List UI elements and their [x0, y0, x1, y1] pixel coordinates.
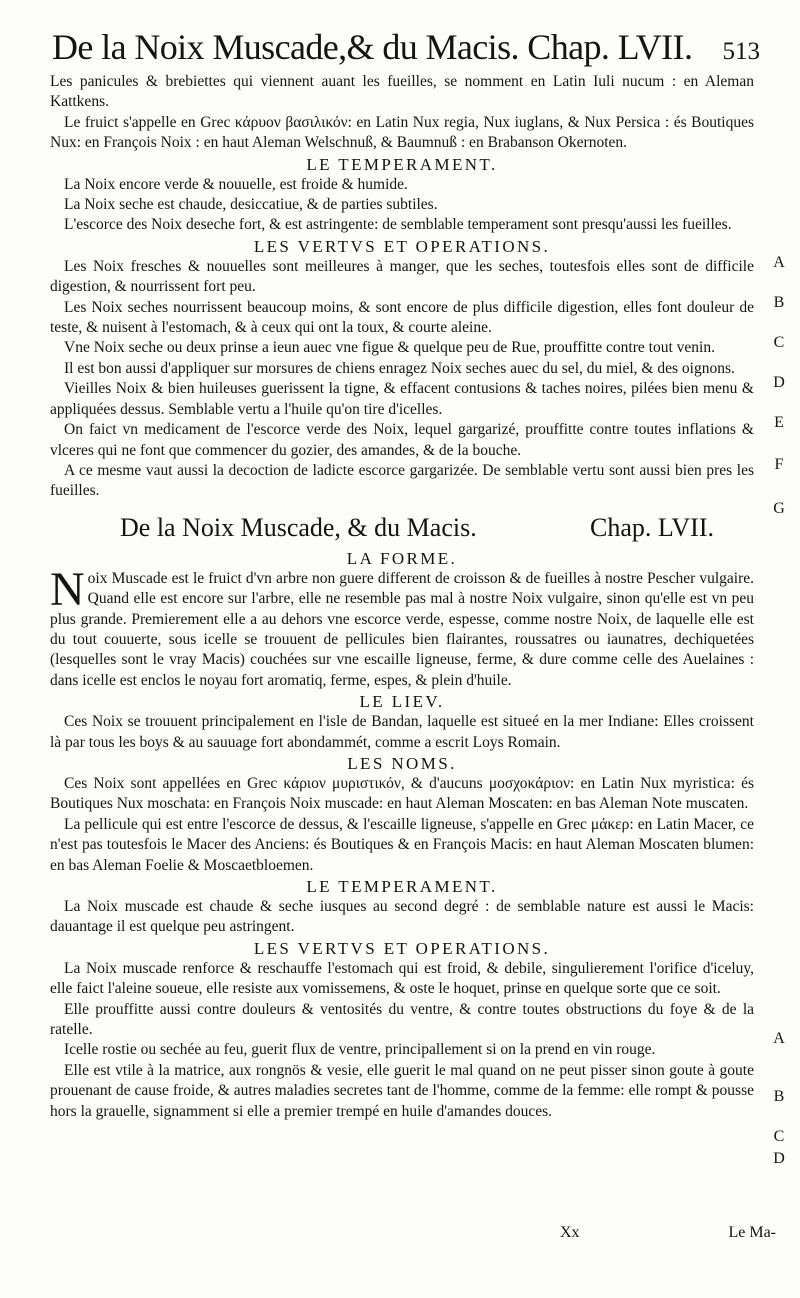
margin-letter: G	[773, 500, 785, 517]
margin-letter: B	[773, 294, 785, 311]
running-head-title: De la Noix Muscade,& du Macis. Chap. LVII.	[52, 27, 693, 67]
page-number: 513	[722, 38, 760, 65]
margin-letter: D	[773, 1150, 785, 1167]
margin-letter: B	[773, 1088, 785, 1105]
paragraph: Ces Noix se trouuent principalement en l'isle de Bandan, laquelle est situeé en la mer Indiane: Elles croissent là par tous les boys & au sauuage fort abondammét, comme a escrit Loys Romain.	[50, 713, 754, 751]
section-heading-lieu: LE LIEV.	[359, 692, 445, 712]
section-heading-forme: LA FORME.	[346, 548, 458, 568]
paragraph: La Noix muscade renforce & reschauffe l'estomach qui est froid, & debile, singulierement l'orifice d'iceluy, elle faict l'aleine soueue, elle resiste aux vomissemens, & oste le hoquet, prinse en quelque sorte que ce soit.	[50, 959, 754, 998]
chapter-number: Chap. LVII.	[590, 512, 714, 542]
paragraph: Icelle rostie ou sechée au feu, guerit flux de ventre, principallement si on la prend en vin rouge.	[64, 1041, 656, 1059]
paragraph: La Noix muscade est chaude & seche iusques au second degré : de semblable nature est aussi le Macis: dauantage il est quelque peu astringent.	[50, 898, 754, 936]
margin-letter: C	[773, 1128, 785, 1145]
paragraph: Vne Noix seche ou deux prinse a ieun auec vne figue & quelque peu de Rue, prouffitte contre tout venin.	[64, 339, 715, 357]
margin-letter: D	[773, 374, 785, 391]
paragraph: Les panicules & brebiettes qui viennent auant les fueilles, se nomment en Latin Iuli nucum : en Aleman Kattkens.	[50, 73, 754, 111]
paragraph: Elle est vtile à la matrice, aux rongnös & vesie, elle guerit le mal quand on ne peut pisser sinon goute à goute prouenant de cause froide, & autres maladies secretes tant de l'homme, comme de la femme: elle rompt & pousse hors la grauelle, signamment si elle a premier trempé en huile d'amandes douces.	[50, 1061, 754, 1120]
signature-mark: Xx	[560, 1224, 580, 1241]
paragraph: Vieilles Noix & bien huileuses guerissent la tigne, & effacent contusions & taches noires, pilées bien menu & appliquées dessus. Semblable vertu a l'huile qu'on tire d'icelles.	[50, 380, 754, 418]
paragraph: Ces Noix sont appellées en Grec κάριον μυριστικόν, & d'aucuns μοσχοκάριον: en Latin Nux myristica: és Boutiques Nux moschata: en François Noix muscade: en haut Aleman Moscaten: en bas Aleman Note muscaten.	[50, 774, 754, 813]
paragraph: La pellicule qui est entre l'escorce de dessus, & l'escaille ligneuse, s'appelle en Grec μάκερ: en Latin Macer, ce n'est pas toutesfois le Macer des Anciens: és Boutiques & en François Macis: en haut Aleman Moscaten blumen: en bas Aleman Foelie & Moscaetbloemen.	[50, 815, 754, 874]
margin-letter: F	[774, 456, 784, 473]
running-head	[52, 26, 760, 72]
catchword: Le Ma-	[728, 1224, 776, 1241]
paragraph: Les Noix fresches & nouuelles sont meilleures à manger, que les seches, toutesfois elles sont de difficile digestion, & nourrissent fort peu.	[50, 257, 754, 296]
forme-text: oix Muscade est le fruict d'vn arbre non guere different de croisson & de fueilles à nostre Pescher vulgaire. Quand elle est encore sur l'arbre, elle ne resemble pas mal à nostre Noix vulgaire, sinon qu'elle est vn peu plus grande. Premierement elle a au dehors vne escorce verde, espesse, comme nostre Noix, de laquelle elle est du tout couuerte, sous icelle se trouuent de pellicules bien flairantes, roussatres ou iaunatres, dechiquetées (lesquelles sont le vray Macis) couchées sur vne escaille ligneuse, ferme, & dure comme celle des Auelaines : dans icelle est enclos le noyau fort aromatiq, ferme, espes, & plein d'huile.	[50, 569, 754, 689]
margin-letter: C	[773, 334, 785, 351]
section-heading-noms: LES NOMS.	[347, 753, 457, 773]
chapter-title: De la Noix Muscade, & du Macis.	[120, 512, 477, 542]
paragraph: Il est bon aussi d'appliquer sur morsures de chiens enragez Noix seches auec du sel, du miel, & des oignons.	[64, 359, 735, 377]
margin-letter: E	[774, 414, 784, 431]
section-heading-vertus: LES VERTVS ET OPERATIONS.	[253, 236, 551, 256]
paragraph: On faict vn medicament de l'escorce verde des Noix, lequel gargarizé, prouffitte contre toutes inflations & vlceres qui ne font que commencer du gozier, des amandes, & de la bouche.	[50, 421, 754, 459]
paragraph: L'escorce des Noix deseche fort, & est astringente: de semblable temperament sont presqu'aussi les fueilles.	[64, 216, 732, 234]
section-heading-temperament: LE TEMPERAMENT.	[306, 877, 498, 896]
paragraph: Les Noix seches nourrissent beaucoup moins, & sont encore de plus difficile digestion, elles font douleur de teste, & nuisent à l'estomach, & à ceux qui ont la toux, & courte aleine.	[50, 298, 754, 337]
page-footer	[560, 1224, 776, 1242]
paragraph: Le fruict s'appelle en Grec κάρυον βασιλικόν: en Latin Nux regia, Nux iuglans, & Nux Persica : és Boutiques Nux: en François Noix : en haut Aleman Welschnuß, & Baumnuß : en Brabanson Okernoten.	[50, 113, 754, 152]
section-heading-temperament: LE TEMPERAMENT.	[306, 154, 498, 174]
drop-cap: N	[50, 562, 85, 616]
paragraph: La Noix encore verde & nouuelle, est froide & humide.	[64, 175, 408, 193]
text-body	[50, 72, 754, 1122]
paragraph: Elle prouffitte aussi contre douleurs & ventosités du ventre, & contre toutes obstructions du foye & de la ratelle.	[50, 1000, 754, 1039]
paragraph: A ce mesme vaut aussi la decoction de ladicte escorce gargarizée. De semblable vertu sont aussi bien pres les fueilles.	[50, 461, 754, 500]
paragraph-forme	[50, 562, 754, 691]
section-heading-vertus: LES VERTVS ET OPERATIONS.	[253, 938, 551, 958]
margin-letter: A	[773, 254, 785, 271]
margin-letter: A	[773, 1030, 785, 1047]
chapter-heading	[50, 502, 754, 548]
paragraph: La Noix seche est chaude, desiccatiue, & de parties subtiles.	[64, 196, 438, 214]
